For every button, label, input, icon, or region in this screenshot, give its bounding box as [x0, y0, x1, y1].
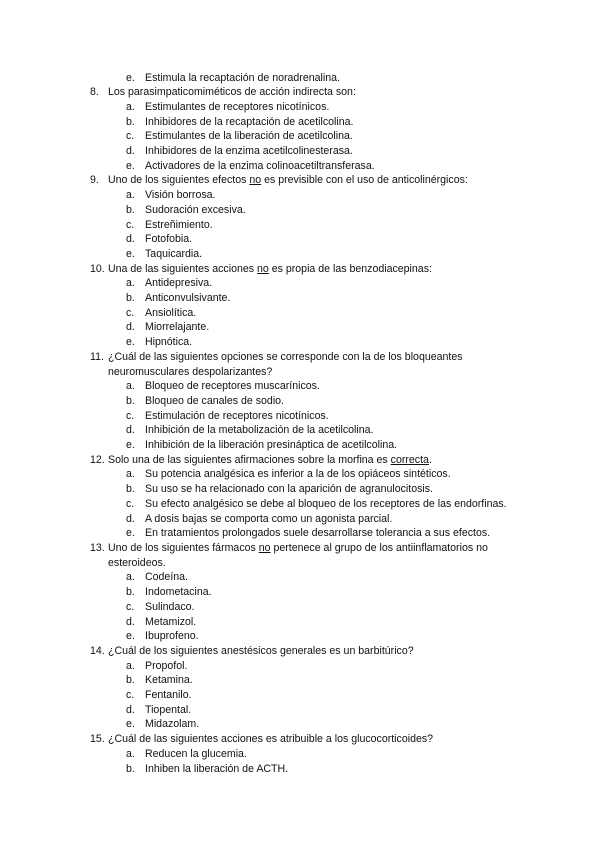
option-text: Activadores de la enzima colinoacetiltransferasa.: [145, 159, 375, 172]
emphasis-word: no: [257, 262, 269, 275]
question-stem: [90, 732, 550, 747]
option-letter: c.: [126, 130, 135, 143]
question-text-part: Los parasimpaticomiméticos de acción indirecta son:: [108, 86, 356, 99]
answer-option: [90, 615, 550, 630]
answer-option: [90, 423, 550, 438]
option-letter: d.: [126, 512, 135, 525]
answer-option: [90, 159, 550, 174]
question-number: 13.: [90, 542, 105, 554]
option-text: Inhibidores de la enzima acetilcolinesterasa.: [145, 145, 353, 158]
answer-option: [90, 129, 550, 144]
question-stem: [90, 262, 550, 277]
option-letter: e.: [126, 630, 135, 643]
question-text-part: pertenece al grupo de los antiinflamatorios no: [270, 542, 488, 554]
option-letter: e.: [126, 71, 135, 84]
answer-option: [90, 512, 550, 527]
answer-option: [90, 438, 550, 453]
question-continuation: neuromusculares despolarizantes?: [108, 365, 273, 378]
option-text: Ansiolítica.: [145, 306, 197, 319]
option-letter: a.: [126, 468, 135, 481]
question-continuation: esteroideos.: [108, 556, 166, 569]
answer-option: [90, 659, 550, 674]
option-letter: c.: [126, 600, 135, 613]
option-letter: d.: [126, 615, 135, 628]
option-text: Fentanilo.: [145, 689, 192, 702]
answer-option: [90, 247, 550, 262]
answer-option: [90, 467, 550, 482]
option-letter: a.: [126, 747, 135, 760]
option-text: Hipnótica.: [145, 336, 193, 349]
option-letter: b.: [126, 674, 135, 687]
option-letter: a.: [126, 277, 135, 290]
question-text: [108, 263, 432, 275]
question-text: [108, 351, 463, 363]
question-text-part: ¿Cuál de las siguientes opciones se corresponde con la de los bloqueantes: [108, 350, 463, 363]
answer-option: [90, 747, 550, 762]
option-text: Inhibición de la metabolización de la acetilcolina.: [145, 424, 374, 437]
option-text: Inhibición de la liberación presináptica de acetilcolina.: [145, 439, 398, 452]
option-text: A dosis bajas se comporta como un agonista parcial.: [145, 512, 393, 525]
answer-option: [90, 570, 550, 585]
option-letter: b.: [126, 115, 135, 128]
option-text: Estimula la recaptación de noradrenalina.: [145, 71, 340, 84]
answer-option: [90, 291, 550, 306]
question-text-part: .: [428, 453, 432, 466]
answer-option: [90, 409, 550, 424]
answer-option: [90, 703, 550, 718]
answer-option: [90, 188, 550, 203]
answer-option: [90, 115, 550, 130]
option-letter: b.: [126, 394, 135, 407]
answer-option: [90, 497, 550, 512]
option-text: Sulindaco.: [145, 600, 195, 613]
option-letter: e.: [126, 336, 135, 349]
answer-option: [90, 482, 550, 497]
answer-option: [90, 232, 550, 247]
question-text: [108, 454, 432, 466]
answer-option: [90, 394, 550, 409]
question-number: 11.: [90, 350, 104, 363]
answer-option: [90, 100, 550, 115]
option-letter: b.: [126, 483, 135, 496]
option-letter: d.: [126, 424, 135, 437]
question-text-part: es previsible con el uso de anticolinérgicos:: [261, 174, 468, 187]
question-text-part: Solo una de las siguientes afirmaciones sobre la morfina es: [108, 453, 391, 466]
emphasis-word: no: [258, 542, 271, 554]
question-text: [108, 86, 356, 98]
emphasis-word: correcta: [390, 453, 429, 466]
option-letter: a.: [126, 380, 135, 393]
question-text-part: Uno de los siguientes efectos: [108, 174, 250, 187]
question-number: 10.: [90, 262, 105, 275]
option-text: Su potencia analgésica es inferior a la de los opiáceos sintéticos.: [145, 468, 451, 481]
option-text: Indometacina.: [145, 586, 212, 599]
answer-option: [90, 526, 550, 541]
option-text: Bloqueo de canales de sodio.: [145, 394, 285, 407]
answer-option: [90, 218, 550, 233]
option-text: Ibuprofeno.: [145, 630, 199, 643]
question-text: [108, 174, 468, 186]
option-text: Taquicardia.: [145, 247, 203, 260]
question-stem: [90, 541, 550, 556]
answer-option: [90, 673, 550, 688]
option-letter: e.: [126, 527, 135, 540]
option-letter: a.: [126, 100, 135, 113]
emphasis-word: no: [249, 174, 262, 187]
option-letter: d.: [126, 145, 135, 158]
question-stem: [90, 644, 550, 659]
option-letter: e.: [126, 159, 135, 172]
option-text: Miorrelajante.: [145, 321, 210, 334]
option-text: Antidepresiva.: [145, 277, 213, 290]
option-letter: a.: [126, 571, 135, 584]
answer-option: [90, 71, 550, 86]
option-text: Anticonvulsivante.: [145, 292, 231, 305]
option-text: Bloqueo de receptores muscarínicos.: [145, 380, 320, 393]
option-text: Codeína.: [145, 571, 188, 584]
question-stem: [90, 85, 550, 100]
option-text: Metamizol.: [145, 615, 197, 628]
answer-option: [90, 276, 550, 291]
question-number: 12.: [90, 453, 105, 466]
question-text: [108, 542, 488, 554]
option-letter: d.: [126, 321, 135, 334]
option-letter: e.: [126, 439, 135, 452]
question-text: [108, 645, 414, 657]
option-text: Ketamina.: [145, 674, 193, 687]
option-letter: c.: [126, 497, 135, 510]
option-text: Sudoración excesiva.: [145, 203, 246, 216]
question-number: 9.: [90, 174, 99, 187]
option-letter: c.: [126, 689, 135, 702]
option-letter: b.: [126, 586, 135, 599]
option-text: Visión borrosa.: [145, 189, 216, 202]
option-text: En tratamientos prolongados suele desarrollarse tolerancia a sus efectos.: [145, 527, 491, 540]
question-text-part: es propia de las benzodiacepinas:: [268, 262, 432, 275]
question-stem: [90, 453, 550, 468]
option-letter: c.: [126, 218, 135, 231]
option-text: Inhibidores de la recaptación de acetilcolina.: [145, 115, 354, 128]
answer-option: [90, 320, 550, 335]
option-letter: b.: [126, 292, 135, 305]
answer-option: [90, 306, 550, 321]
option-letter: b.: [126, 203, 135, 216]
option-text: Inhiben la liberación de ACTH.: [145, 762, 289, 775]
question-number: 8.: [90, 86, 99, 99]
option-letter: b.: [126, 762, 135, 775]
question-text-part: ¿Cuál de los siguientes anestésicos generales es un barbitúrico?: [108, 644, 414, 657]
option-letter: e.: [126, 718, 135, 731]
question-text-part: Uno de los siguientes fármacos: [108, 542, 259, 554]
question-number: 14.: [90, 644, 105, 657]
question-stem: [90, 350, 550, 365]
option-letter: d.: [126, 703, 135, 716]
answer-option: [90, 335, 550, 350]
question-text-part: Una de las siguientes acciones: [108, 262, 257, 275]
question-text: [108, 733, 433, 745]
option-letter: d.: [126, 233, 135, 246]
option-text: Reducen la glucemia.: [145, 747, 247, 760]
answer-option: [90, 717, 550, 732]
question-text-part: ¿Cuál de las siguientes acciones es atribuible a los glucocorticoides?: [108, 733, 434, 746]
question-number: 15.: [90, 733, 105, 746]
answer-option: [90, 379, 550, 394]
answer-option: [90, 762, 550, 777]
question-list: [90, 71, 550, 777]
option-text: Midazolam.: [145, 718, 200, 731]
answer-option: [90, 688, 550, 703]
option-letter: c.: [126, 306, 135, 319]
option-letter: c.: [126, 409, 135, 422]
option-text: Estimulación de receptores nicotínicos.: [145, 409, 329, 422]
option-text: Su efecto analgésico se debe al bloqueo de los receptores de las endorfinas.: [145, 497, 507, 510]
answer-option: [90, 600, 550, 615]
option-text: Propofol.: [145, 659, 188, 672]
option-text: Fotofobia.: [145, 233, 193, 246]
option-text: Tiopental.: [145, 703, 192, 716]
answer-option: [90, 203, 550, 218]
option-text: Estimulantes de receptores nicotínicos.: [145, 100, 330, 113]
option-text: Estimulantes de la liberación de acetilcolina.: [145, 130, 353, 143]
option-letter: a.: [126, 189, 135, 202]
option-text: Su uso se ha relacionado con la aparición de agranulocitosis.: [145, 483, 433, 496]
question-stem: [90, 173, 550, 188]
option-text: Estreñimiento.: [145, 218, 213, 231]
option-letter: e.: [126, 247, 135, 260]
answer-option: [90, 629, 550, 644]
answer-option: [90, 585, 550, 600]
option-letter: a.: [126, 659, 135, 672]
answer-option: [90, 144, 550, 159]
